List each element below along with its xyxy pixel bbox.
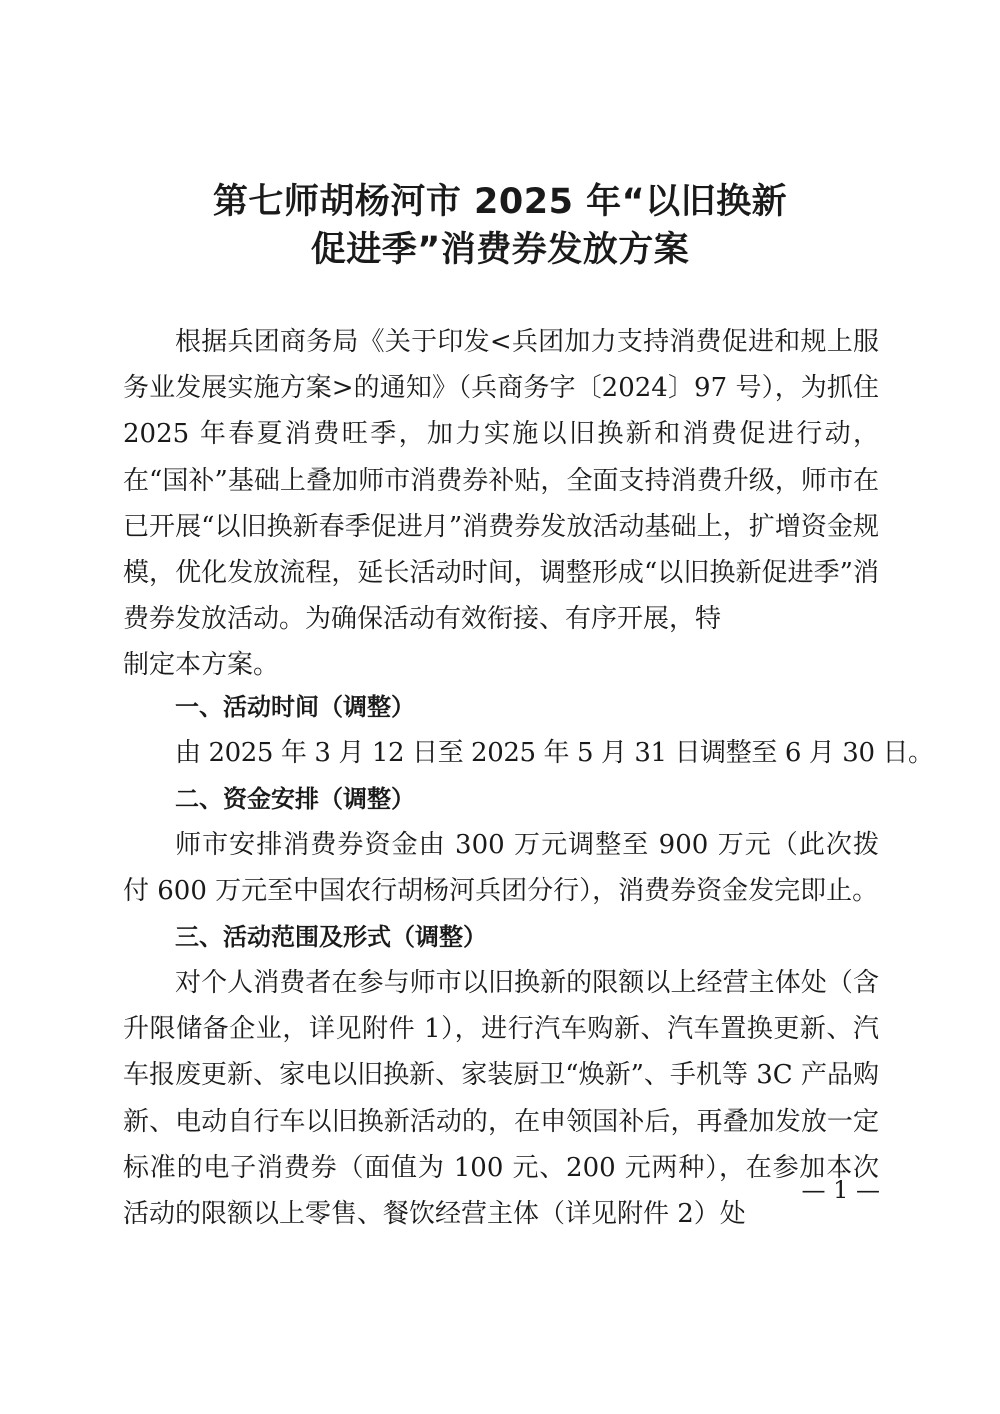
page-number: — 1 — [801, 1176, 880, 1204]
section-heading-activity-time: 一、活动时间（调整） [175, 693, 415, 721]
section-text-funding: 师市安排消费券资金由 300 万元调整至 900 万元（此次拨付 600 万元至中国农行胡杨河兵团分行），消费券资金发完即止。 [123, 830, 879, 907]
section-text-activity-time: 由 2025 年 3 月 12 日至 2025 年 5 月 31 日调整至 6 月 30 日。 [175, 738, 934, 768]
section-text-scope-and-form: 对个人消费者在参与师市以旧换新的限额以上经营主体处（含升限储备企业，详见附件 1），进行汽车购新、汽车置换更新、汽车报废更新、家电以旧换新、家装厨卫“焕新”、手机等 3C 产品购新、电动自行车以旧换新活动的，在申领国补后，再叠加发放一定标准的电子消费券（面值为 100 元、200 元两种），在参加本次活动的限额以上零售、餐饮经营主体（详见附件 2）处 [123, 968, 879, 1230]
section-heading-funding: 二、资金安排（调整） [175, 785, 415, 813]
intro-paragraph: 根据兵团商务局《关于印发<兵团加力支持消费促进和规上服务业发展实施方案>的通知》（兵商务字〔2024〕97 号），为抓住 2025 年春夏消费旺季，加力实施以旧换新和消费促进行动，在“国补”基础上叠加师市消费券补贴，全面支持消费升级，师市在已开展“以旧换新春季促进月”消费券发放活动基础上，扩增资金规模，优化发放流程，延长活动时间，调整形成“以旧换新促进季”消费券发放活动。为确保活动有效衔接、有序开展，特 [123, 327, 879, 635]
document-title-line-1: 第七师胡杨河市 2025 年“以旧换新 [212, 182, 788, 222]
section-heading-scope-and-form: 三、活动范围及形式（调整） [175, 923, 487, 951]
document-title-line-2: 促进季”消费券发放方案 [310, 230, 690, 270]
intro-paragraph-end: 制定本方案。 [123, 650, 280, 680]
